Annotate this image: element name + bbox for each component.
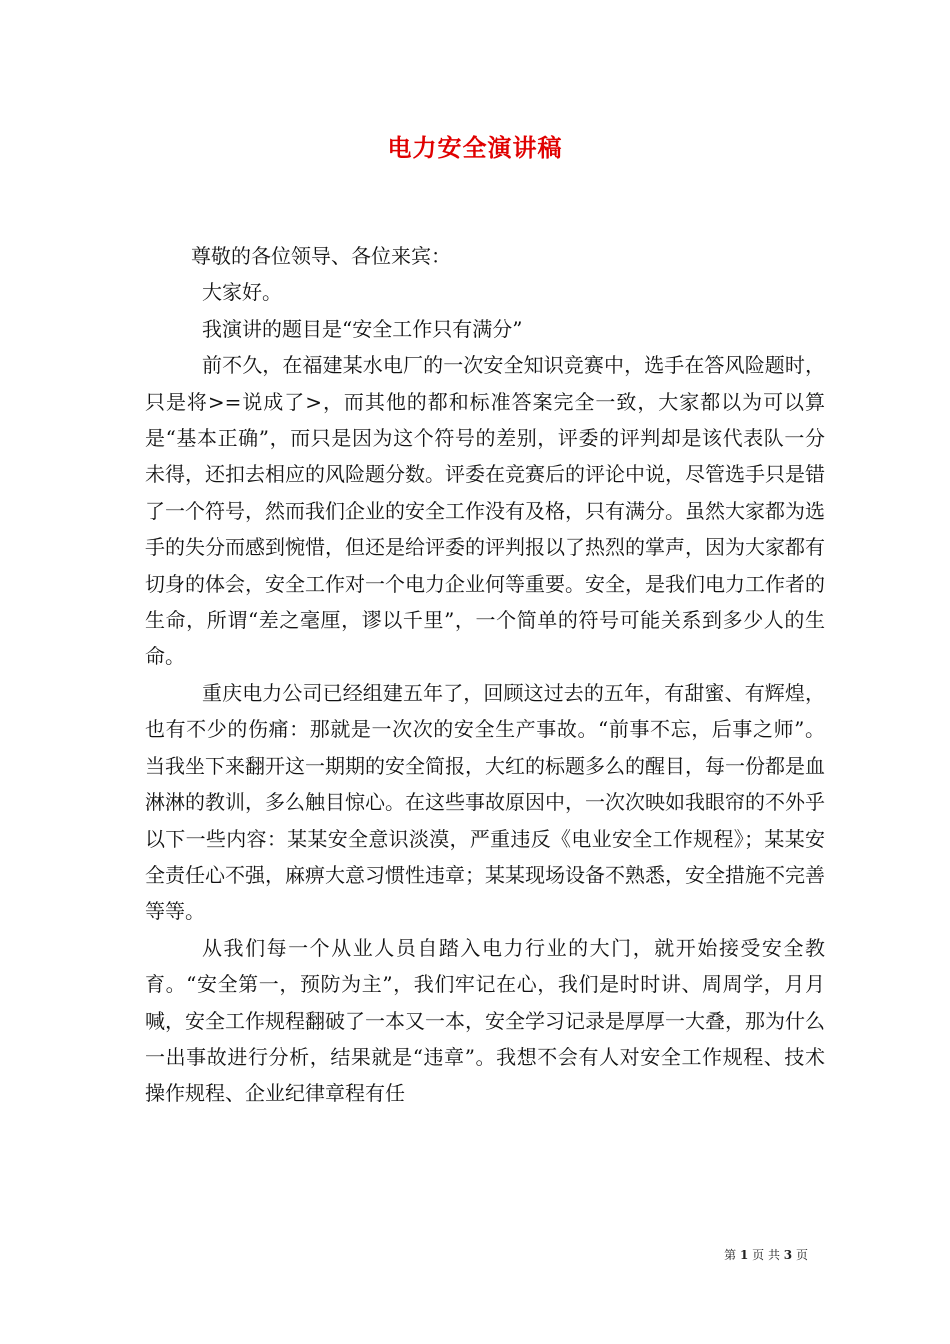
footer-suffix: 页 (795, 1248, 808, 1262)
document-body (145, 238, 825, 1112)
paragraph: 从我们每一个从业人员自踏入电力行业的大门，就开始接受安全教育。“安全第一，预防为主”，我们牢记在心，我们是时时讲、周周学，月月喊，安全工作规程翻破了一本又一本，安全学习记录是厚厚一大叠，那为什么一出事故进行分析，结果就是“违章”。我想不会有人对安全工作规程、技术操作规程、企业纪律章程有任 (145, 935, 825, 1106)
footer-middle: 页 共 (752, 1248, 780, 1262)
page-footer (724, 1246, 808, 1263)
paragraph: 重庆电力公司已经组建五年了，回顾这过去的五年，有甜蜜、有辉煌，也有不少的伤痛：那就是一次次的安全生产事故。“前事不忘，后事之师”。当我坐下来翻开这一期期的安全简报，大红的标题多么的醒目，每一份都是血淋淋的教训，多么触目惊心。在这些事故原因中，一次次映如我眼帘的不外乎以下一些内容：某某安全意识淡漠，严重违反《电业安全工作规程》；某某安全责任心不强，麻痹大意习惯性违章；某某现场设备不熟悉，安全措施不完善等等。 (145, 680, 825, 924)
paragraph: 前不久，在福建某水电厂的一次安全知识竞赛中，选手在答风险题时，只是将>=说成了>，而其他的都和标准答案完全一致，大家都以为可以算是“基本正确”，而只是因为这个符号的差别，评委的评判却是该代表队一分未得，还扣去相应的风险题分数。评委在竞赛后的评论中说，尽管选手只是错了一个符号，然而我们企业的安全工作没有及格，只有满分。虽然大家都为选手的失分而感到惋惜，但还是给评委的评判报以了热烈的掌声，因为大家都有切身的体会，安全工作对一个电力企业何等重要。安全，是我们电力工作者的生命，所谓“差之毫厘，谬以千里”，一个简单的符号可能关系到多少人的生命。 (145, 353, 825, 669)
current-page-number: 1 (739, 1248, 749, 1262)
document-title: 电力安全演讲稿 (387, 133, 563, 162)
total-pages-number: 3 (783, 1248, 793, 1262)
topic-line: 我演讲的题目是“安全工作只有满分” (202, 316, 523, 341)
greeting-line: 大家好。 (202, 280, 282, 305)
footer-prefix: 第 (724, 1248, 737, 1262)
salutation-line: 尊敬的各位领导、各位来宾： (191, 244, 451, 268)
